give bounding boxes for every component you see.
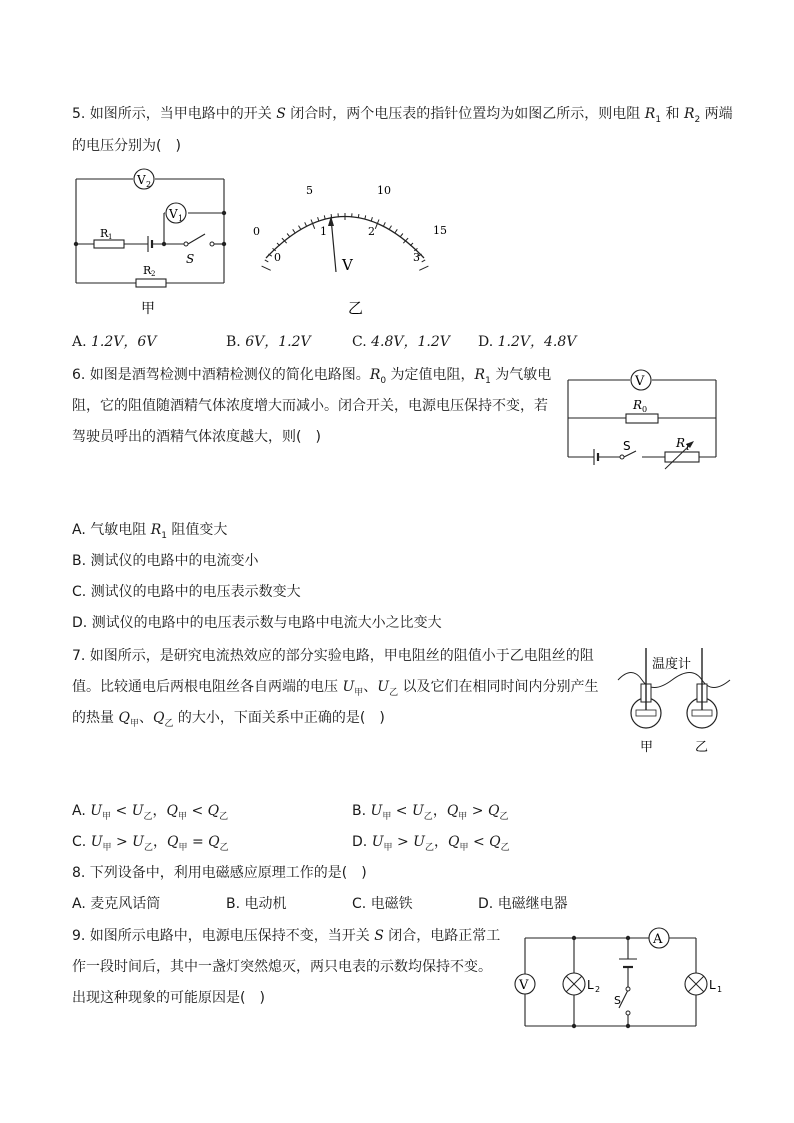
scale-tick	[384, 222, 386, 226]
q6-option-a[interactable]: A. 气敏电阻 $R_1$ 阻值变大	[72, 522, 228, 541]
scale-tick	[358, 214, 359, 218]
q6-stem-line1: 6. 如图是酒驾检测中酒精检测仪的简化电路图。$R_0$ 为定值电阻，$R_1$ 为气敏电	[72, 367, 552, 386]
scale-tick	[262, 266, 271, 270]
svg-text:2: 2	[146, 180, 152, 189]
svg-text:V: V	[519, 978, 529, 993]
q7-option-a[interactable]: A. $U_甲 < U_乙$，$Q_甲 < Q_乙$	[72, 803, 229, 822]
q8-option-b[interactable]: B. 电动机	[226, 896, 287, 912]
scale-tick	[419, 266, 428, 270]
q5-option-d[interactable]: D. 1.2V，4.8V	[478, 334, 577, 350]
q5-option-c[interactable]: C. 4.8V，1.2V	[352, 334, 450, 350]
q7-option-c[interactable]: C. $U_甲 > U_乙$，$Q_甲 = Q_乙$	[72, 834, 229, 853]
scale-tick	[400, 234, 403, 237]
q5-stem-line1: 5. 如图所示，当甲电路中的开关 S 闭合时，两个电压表的指针位置均为如图乙所示，则电阻 $R_1$ 和 $R_2$ 两端	[72, 106, 733, 125]
scale-tick	[299, 226, 301, 229]
q5-voltmeter-scale	[248, 180, 458, 320]
q5-option-a[interactable]: A. 1.2V，6V	[72, 334, 157, 350]
q9-stem-line2: 作一段时间后，其中一盏灯突然熄灭，两只电表的示数均保持不变。	[72, 959, 492, 975]
svg-text:5: 5	[306, 184, 313, 197]
scale-tick	[293, 229, 295, 232]
svg-text:S: S	[614, 994, 621, 1007]
q8-option-a[interactable]: A. 麦克风话筒	[72, 896, 161, 912]
svg-text:10: 10	[377, 184, 391, 197]
svg-text:S: S	[186, 252, 195, 266]
svg-text:温度计: 温度计	[652, 657, 692, 672]
svg-text:V: V	[342, 256, 353, 274]
svg-text:乙: 乙	[348, 299, 364, 317]
svg-text:V: V	[137, 173, 146, 187]
scale-tick	[318, 217, 319, 221]
svg-text:2: 2	[595, 985, 601, 994]
q9-stem-line3: 出现这种现象的可能原因是( )	[72, 990, 265, 1006]
svg-text:1: 1	[320, 225, 327, 238]
svg-text:1: 1	[178, 214, 184, 223]
svg-text:A: A	[653, 932, 663, 947]
q9-stem-line1: 9. 如图所示电路中，电源电压保持不变，当开关 S 闭合，电路正常工	[72, 928, 501, 944]
q7-option-d[interactable]: D. $U_甲 > U_乙$，$Q_甲 < Q_乙$	[352, 834, 510, 853]
svg-text:15: 15	[433, 224, 447, 237]
svg-text:0: 0	[642, 405, 648, 414]
q6-option-d[interactable]: D. 测试仪的电路中的电压表示数与电路中电流大小之比变大	[72, 615, 442, 631]
q8-option-c[interactable]: C. 电磁铁	[352, 896, 413, 912]
svg-text:3: 3	[413, 251, 420, 264]
svg-text:V: V	[169, 207, 178, 221]
svg-text:2: 2	[151, 270, 156, 278]
q5-circuit-figure	[66, 166, 236, 316]
scale-tick	[371, 217, 372, 221]
q7-option-b[interactable]: B. $U_甲 < U_乙$，$Q_甲 > Q_乙$	[352, 803, 509, 822]
q7-stem-line3: 的热量 $Q_甲$、$Q_乙$ 的大小，下面关系中正确的是( )	[72, 710, 385, 729]
svg-text:甲: 甲	[141, 301, 155, 316]
q6-stem-line3: 驾驶员呼出的酒精气体浓度越大，则( )	[72, 429, 321, 445]
svg-text:2: 2	[368, 225, 375, 238]
scale-tick	[389, 226, 391, 229]
svg-text:1: 1	[717, 985, 723, 994]
svg-text:1: 1	[685, 443, 691, 452]
q6-option-b[interactable]: B. 测试仪的电路中的电流变小	[72, 553, 259, 569]
svg-text:V: V	[635, 374, 645, 389]
q6-stem-line2: 阻，它的阻值随酒精气体浓度增大而减小。闭合开关，电源电压保持不变，若	[72, 398, 548, 414]
scale-tick	[287, 234, 290, 237]
q6-option-c[interactable]: C. 测试仪的电路中的电压表示数变大	[72, 584, 301, 600]
q8-option-d[interactable]: D. 电磁继电器	[478, 896, 568, 912]
svg-text:1: 1	[108, 233, 113, 241]
q7-stem-line2: 值。比较通电后两根电阻丝各自两端的电压 $U_甲$、$U_乙$ 以及它们在相同时间内分别产生	[72, 679, 599, 698]
svg-text:甲: 甲	[640, 740, 654, 755]
svg-text:R: R	[100, 227, 109, 240]
scale-tick	[265, 260, 269, 262]
q6-circuit-figure	[560, 365, 725, 475]
scale-tick	[305, 222, 307, 226]
svg-text:R: R	[633, 398, 643, 412]
svg-text:S: S	[623, 439, 631, 453]
svg-text:R: R	[676, 436, 686, 450]
scale-tick	[422, 260, 426, 262]
scale-tick	[395, 229, 397, 232]
svg-text:R: R	[143, 264, 152, 277]
q5-stem-line2: 的电压分别为( )	[72, 138, 181, 154]
svg-text:L: L	[587, 978, 594, 992]
q7-stem-line1: 7. 如图所示，是研究电流热效应的部分实验电路，甲电阻丝的阻值小于乙电阻丝的阻	[72, 648, 594, 664]
svg-text:乙: 乙	[695, 740, 709, 755]
q9-circuit-figure	[508, 926, 730, 1036]
svg-text:L: L	[709, 978, 716, 992]
q5-option-b[interactable]: B. 6V，1.2V	[226, 334, 311, 350]
svg-text:0: 0	[253, 225, 260, 238]
svg-text:0: 0	[274, 251, 281, 264]
q8-stem: 8. 下列设备中，利用电磁感应原理工作的是( )	[72, 865, 367, 881]
q7-apparatus-figure	[612, 640, 732, 760]
